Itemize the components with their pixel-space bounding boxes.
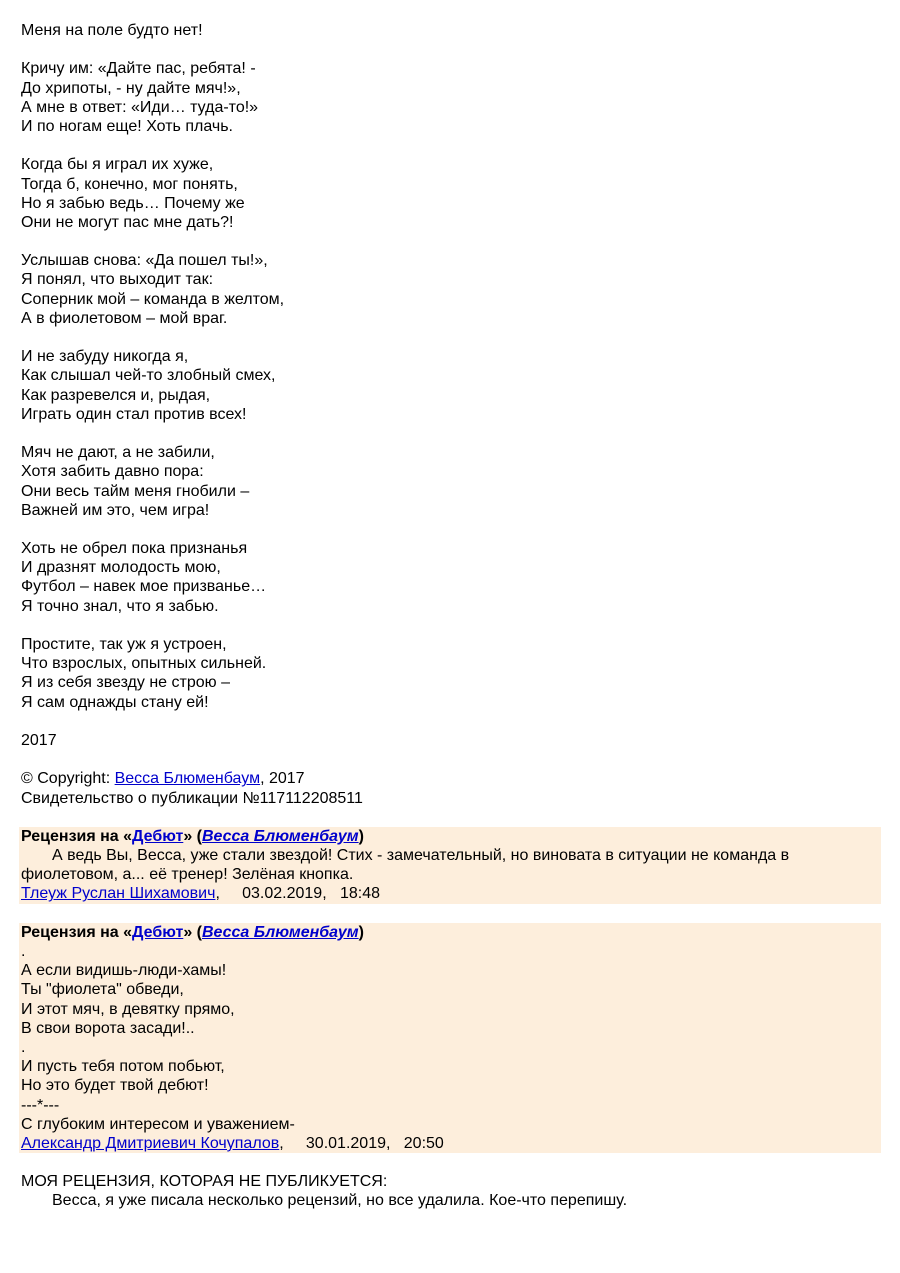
review-date: , 03.02.2019, 18:48 [215,885,381,903]
author-link[interactable]: Весса Блюменбаум [201,923,359,941]
document-content [21,21,881,1211]
copyright-prefix: © Copyright: [21,770,115,788]
poem-line: Я из себя звезду не строю – [21,674,230,692]
copyright-line [21,769,881,788]
poem-line: И по ногам еще! Хоть плачь. [21,117,233,135]
poem-line: Важней им это, чем игра! [21,501,210,519]
my-review-text: Весса, я уже писала несколько рецензий, но все удалила. Кое-что перепишу. [52,1192,628,1210]
poem-stanza [21,251,881,347]
poem-line: Они весь тайм меня гнобили – [21,482,250,500]
copyright-suffix: , 2017 [260,770,305,788]
poem-line: Мяч не дают, а не забили, [21,444,215,462]
review-header: Рецензия на «Дебют» (Весса Блюменбаум) [21,923,364,941]
poem-line: Я сам однажды стану ей! [21,693,209,711]
reviewer-link[interactable]: Тлеуж Руслан Шихамович [21,885,216,903]
poem-line: Тогда б, конечно, мог понять, [21,175,238,193]
poem-line: Я понял, что выходит так: [21,271,214,289]
poem-line: Но я забью ведь… Почему же [21,194,245,212]
poem-line: А мне в ответ: «Иди… туда-то!» [21,98,259,116]
poem-line: Когда бы я играл их хуже, [21,156,214,174]
poem-line: До хрипоты, - ну дайте мяч!», [21,79,241,97]
poem-stanza [21,347,881,443]
my-review-title: МОЯ РЕЦЕНЗИЯ, КОТОРАЯ НЕ ПУБЛИКУЕТСЯ: [21,1173,388,1191]
poem-line: Услышав снова: «Да пошел ты!», [21,252,268,270]
poem-stanza [21,539,881,635]
work-link[interactable]: Дебют [132,923,184,941]
poem-line: Соперник мой – команда в желтом, [21,290,285,308]
poem-line: Простите, так уж я устроен, [21,636,227,653]
review-1 [19,827,881,904]
poem-stanza [21,59,881,155]
review-header: Рецензия на «Дебют» (Весса Блюменбаум) [21,827,364,845]
review-meta [21,1134,881,1153]
poem-line: Кричу им: «Дайте пас, ребята! - [21,60,256,78]
poem-stanza [21,443,881,539]
poem-line: Играть один стал против всех! [21,405,247,423]
poem [21,21,881,731]
poem-stanza [21,635,881,731]
poem-line: Хотя забить давно пора: [21,463,204,481]
poem-line: Как слышал чей-то злобный смех, [21,367,276,385]
review-text: . А если видишь-люди-хамы! Ты "фиолета" обведи, И этот мяч, в девятку прямо, В свои ворота засади!.. . И пусть тебя потом побьют, Но это будет твой дебют! ---*--- С глубоким интересом и уважением- [21,943,295,1133]
poem-line: Что взрослых, опытных сильней. [21,655,267,673]
review-meta [21,884,881,903]
author-link[interactable]: Весса Блюменбаум [201,827,359,845]
poem-line: А в фиолетовом – мой враг. [21,309,228,327]
review-date: , 30.01.2019, 20:50 [279,1134,444,1152]
review-2 [19,923,881,1153]
poem-line: Меня на поле будто нет! [21,22,203,39]
poem-year: 2017 [21,731,57,749]
poem-line: Футбол – навек мое призванье… [21,578,267,596]
author-link[interactable]: Весса Блюменбаум [114,770,261,788]
poem-stanza [21,155,881,251]
poem-line: И дразнят молодость мою, [21,559,221,577]
poem-line: Как разревелся и, рыдая, [21,386,211,404]
publication-certificate: Свидетельство о публикации №117112208511 [21,789,363,807]
poem-line: Хоть не обрел пока признанья [21,540,248,558]
work-link[interactable]: Дебют [132,827,184,845]
poem-stanza [21,21,881,59]
review-text: А ведь Вы, Весса, уже стали звездой! Стих - замечательный, но виновата в ситуации не команда в фиолетовом, а... её тренер! Зелёная кнопка. [21,847,790,884]
poem-line: И не забуду никогда я, [21,348,189,366]
poem-line: Я точно знал, что я забью. [21,597,219,615]
poem-line: Они не могут пас мне дать?! [21,213,234,231]
reviewer-link[interactable]: Александр Дмитриевич Кочупалов [21,1134,280,1152]
